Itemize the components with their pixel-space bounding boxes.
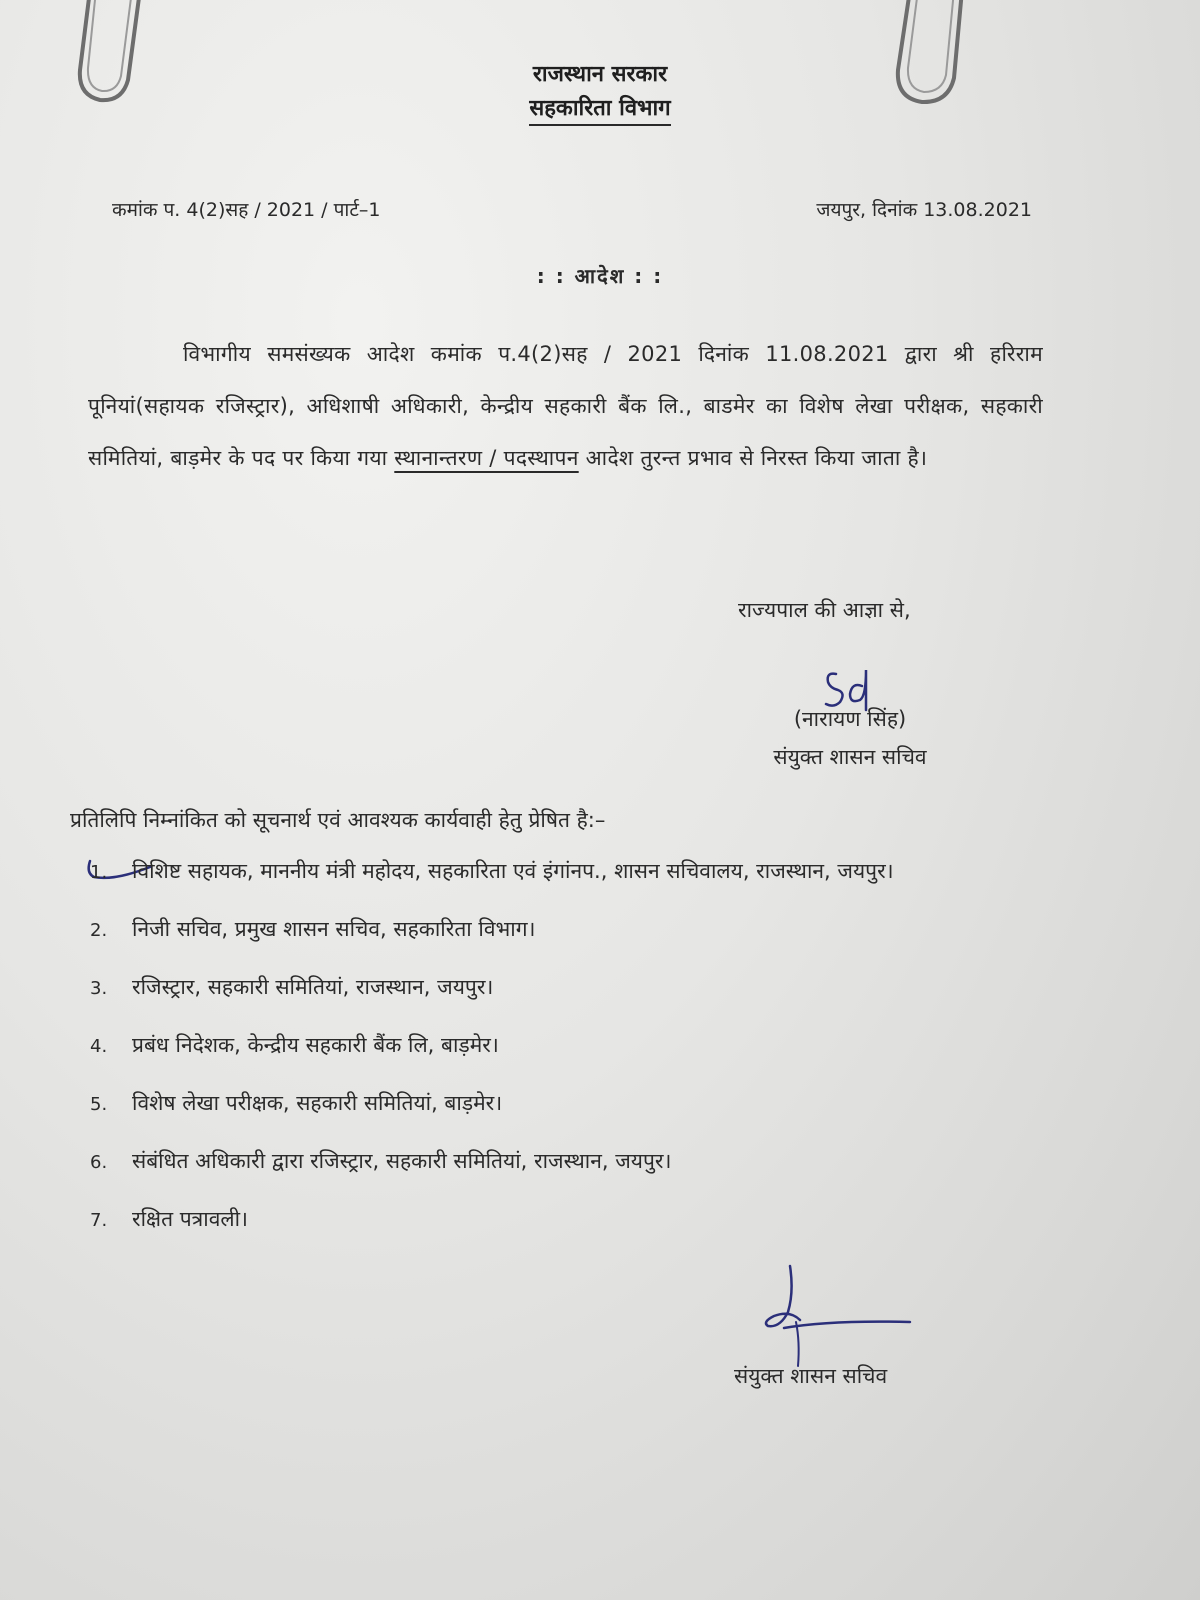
reference-line [112,196,1032,222]
governor-order-line: राज्यपाल की आज्ञा से, [738,598,911,622]
list-item-number: 5. [90,1094,108,1115]
final-designation: संयुक्त शासन सचिव [734,1364,888,1388]
list-item [90,852,1040,892]
list-item-text: रक्षित पत्रावली। [132,1207,249,1231]
government-title: राजस्थान सरकार [532,62,668,87]
order-body-text-end: आदेश तुरन्त प्रभाव से निरस्त किया जाता है। [578,446,928,470]
list-item-number: 1. [90,862,108,883]
list-item-text: प्रबंध निदेशक, केन्द्रीय सहकारी बैंक लि, बाड़मेर। [132,1033,499,1057]
signatory-designation: संयुक्त शासन सचिव [773,745,927,769]
list-item-number: 3. [90,978,108,999]
department-title: सहकारिता विभाग [529,94,670,126]
list-item-text: निजी सचिव, प्रमुख शासन सचिव, सहकारिता विभाग। [132,917,536,941]
list-item-number: 2. [90,920,108,941]
order-title: : : आदेश : : [536,264,664,288]
signature-block [720,700,980,776]
copy-recipients-list [90,852,1040,1258]
order-body-underlined: स्थानान्तरण / पदस्थापन [394,446,579,470]
order-body [88,328,1043,484]
list-item-text: विशिष्ट सहायक, माननीय मंत्री महोदय, सहकारिता एवं इंगांनप., शासन सचिवालय, राजस्थान, जयपुर। [132,859,894,883]
reference-number: कमांक प. 4(2)सह / 2021 / पार्ट–1 [112,199,381,221]
list-item-number: 7. [90,1210,108,1231]
list-item-number: 6. [90,1152,108,1173]
list-item-text: विशेष लेखा परीक्षक, सहकारी समितियां, बाड़मेर। [132,1091,503,1115]
list-item [90,1084,1040,1124]
list-item [90,968,1040,1008]
list-item [90,1200,1040,1240]
list-item [90,1026,1040,1066]
document-header [0,58,1200,126]
list-item-number: 4. [90,1036,108,1057]
order-body-text-start: विभागीय समसंख्यक आदेश कमांक प.4(2)सह / 2021 दिनांक 11.08.2021 द्वारा श्री हरिराम पूनियां(सहायक रजिस्ट्रार), अधिशाषी अधिकारी, केन्द्रीय सहकारी बैंक लि., बाडमेर का विशेष लेखा परीक्षक, सहकारी समितियां, बाड़मेर के पद पर किया गया [88,342,1043,470]
list-item [90,910,1040,950]
list-item [90,1142,1040,1182]
list-item-text: संबंधित अधिकारी द्वारा रजिस्ट्रार, सहकारी समितियां, राजस्थान, जयपुर। [132,1149,672,1173]
handwritten-signature [760,1262,920,1372]
copy-intro: प्रतिलिपि निम्नांकित को सूचनार्थ एवं आवश्यक कार्यवाही हेतु प्रेषित है:– [70,808,606,832]
place-date: जयपुर, दिनांक 13.08.2021 [816,199,1032,221]
list-item-text: रजिस्ट्रार, सहकारी समितियां, राजस्थान, जयपुर। [132,975,494,999]
signatory-name: (नारायण सिंह) [793,707,907,731]
